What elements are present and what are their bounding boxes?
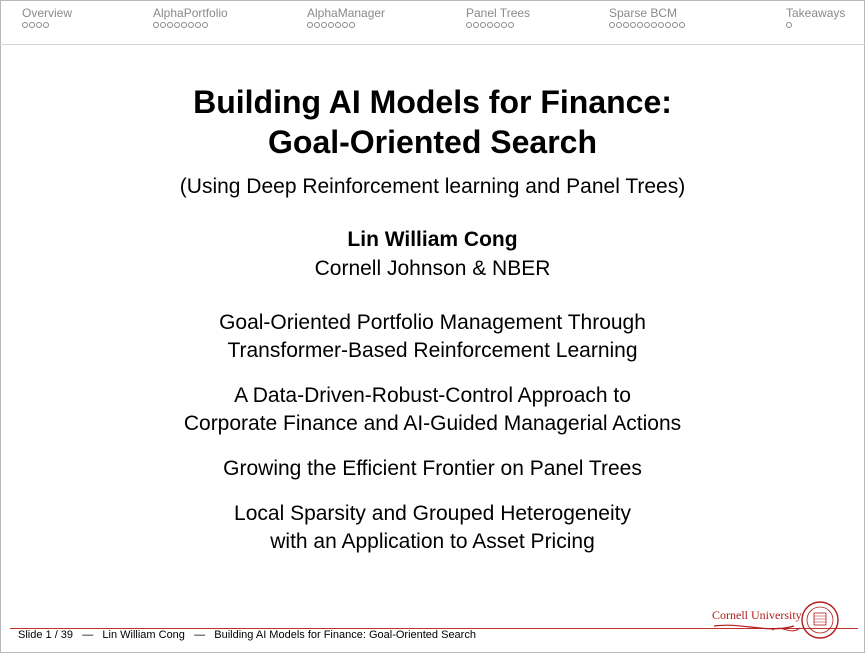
nav-section-sparse-bcm[interactable] [609,6,685,28]
nav-dot[interactable] [36,22,42,28]
paper-item [0,500,865,556]
footer-separator: — [194,629,206,641]
paper-item [0,309,865,365]
paper-line: Local Sparsity and Grouped Heterogeneity [234,502,631,525]
nav-dot[interactable] [202,22,208,28]
nav-label: AlphaPortfolio [153,6,228,20]
nav-dots[interactable] [786,22,845,28]
paper-list [0,309,865,573]
nav-dot[interactable] [623,22,629,28]
footer [18,629,476,641]
nav-dots[interactable] [153,22,228,28]
nav-dot[interactable] [328,22,334,28]
nav-dot[interactable] [43,22,49,28]
nav-dot[interactable] [342,22,348,28]
nav-dot[interactable] [480,22,486,28]
nav-dot[interactable] [630,22,636,28]
nav-section-alphaportfolio[interactable] [153,6,228,28]
nav-label: AlphaManager [307,6,386,20]
logo-wordmark: Cornell University [712,608,802,622]
nav-dot[interactable] [616,22,622,28]
slide-number: Slide 1 / 39 [18,629,74,641]
nav-dots[interactable] [22,22,72,28]
footer-separator: — [82,629,94,641]
nav-divider [0,44,865,45]
footer-title: Building AI Models for Finance: Goal-Oriented Search [214,629,476,641]
nav-dots[interactable] [307,22,385,28]
nav-dot[interactable] [195,22,201,28]
nav-section-alphamanager[interactable] [307,6,385,28]
author-affiliation: Cornell Johnson & NBER [314,257,551,280]
nav-dot[interactable] [679,22,685,28]
nav-dot[interactable] [786,22,792,28]
nav-section-takeaways[interactable] [786,6,845,28]
paper-line: Growing the Efficient Frontier on Panel Trees [223,457,642,480]
nav-dot[interactable] [651,22,657,28]
paper-line: Transformer-Based Reinforcement Learning [227,339,638,362]
paper-item [0,382,865,438]
title-line-2: Goal-Oriented Search [268,124,597,160]
nav-dot[interactable] [29,22,35,28]
nav-label: Takeaways [786,6,846,20]
nav-dots[interactable] [466,22,530,28]
nav-dot[interactable] [672,22,678,28]
nav-dot[interactable] [637,22,643,28]
nav-dots[interactable] [609,22,685,28]
footer-author: Lin William Cong [102,629,185,641]
title-line-1: Building AI Models for Finance: [193,84,672,120]
nav-label: Overview [22,6,73,20]
nav-dot[interactable] [307,22,313,28]
nav-dot[interactable] [314,22,320,28]
nav-section-panel-trees[interactable] [466,6,530,28]
cornell-logo [712,600,842,644]
nav-dot[interactable] [487,22,493,28]
paper-line: A Data-Driven-Robust-Control Approach to [234,384,631,407]
paper-line: Corporate Finance and AI-Guided Managerial Actions [183,412,682,435]
slide-title [0,82,865,162]
nav-dot[interactable] [501,22,507,28]
nav-dot[interactable] [665,22,671,28]
nav-dot[interactable] [335,22,341,28]
nav-dot[interactable] [494,22,500,28]
nav-dot[interactable] [188,22,194,28]
nav-dot[interactable] [658,22,664,28]
nav-dot[interactable] [508,22,514,28]
nav-dot[interactable] [466,22,472,28]
nav-dot[interactable] [167,22,173,28]
nav-label: Sparse BCM [609,6,678,20]
nav-dot[interactable] [349,22,355,28]
nav-dot[interactable] [153,22,159,28]
slide-subtitle: (Using Deep Reinforcement learning and Panel Trees) [179,175,686,198]
nav-section-overview[interactable] [22,6,72,28]
cornell-seal-icon [712,600,842,644]
paper-line: Goal-Oriented Portfolio Management Through [219,311,646,334]
nav-dot[interactable] [473,22,479,28]
section-navigation [0,6,865,40]
nav-dot[interactable] [644,22,650,28]
nav-dot[interactable] [321,22,327,28]
nav-label: Panel Trees [466,6,531,20]
paper-line: with an Application to Asset Pricing [270,530,595,553]
nav-dot[interactable] [160,22,166,28]
author-name: Lin William Cong [347,228,518,251]
nav-dot[interactable] [609,22,615,28]
nav-dot[interactable] [22,22,28,28]
nav-dot[interactable] [174,22,180,28]
paper-item [0,455,865,483]
nav-dot[interactable] [181,22,187,28]
